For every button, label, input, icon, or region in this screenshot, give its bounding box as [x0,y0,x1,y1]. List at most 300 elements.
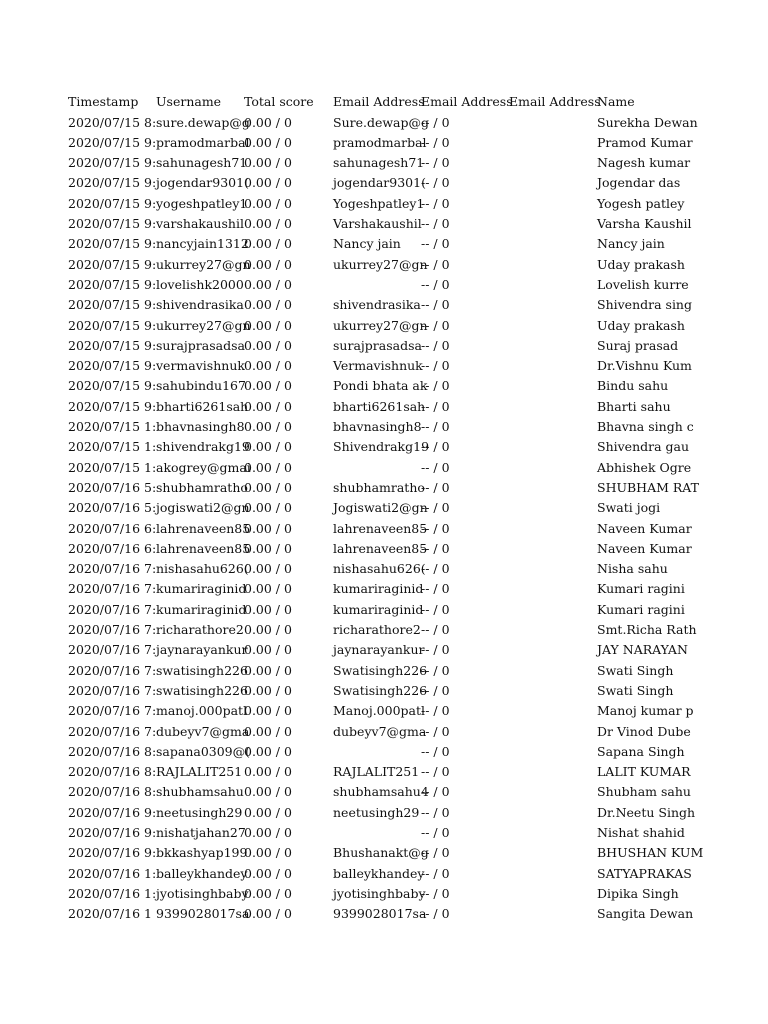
cell-total-score[interactable]: 0.00 / 0 [244,906,292,922]
cell-email-address-1[interactable]: jyotisinghbaby [333,885,426,901]
cell-email-address-2[interactable]: -- / 0 [421,642,450,658]
table-row [0,275,768,295]
cell-email-address-3[interactable] [509,722,597,742]
table-row [0,864,768,884]
cell-username[interactable]: akogrey@gmai [156,459,251,475]
cell-email-address-2[interactable]: -- / 0 [421,662,450,678]
cell-email-address-1[interactable]: bharti6261sah [333,398,426,414]
cell-username[interactable]: jogendar9301( [156,175,249,191]
cell-username[interactable]: yogeshpatley1 [156,195,248,211]
cell-total-score[interactable]: 0.00 / 0 [244,662,292,678]
cell-name[interactable]: Nancy jain [597,236,665,252]
header-username[interactable]: Username [156,94,222,109]
cell-email-address-2[interactable]: -- / 0 [421,398,450,414]
cell-email-address-3[interactable] [509,234,597,254]
cell-timestamp[interactable]: 2020/07/16 8: [68,784,157,800]
cell-username[interactable]: nancyjain1312 [156,236,249,252]
cell-total-score[interactable]: 0.00 / 0 [244,439,292,455]
cell-email-address-2[interactable]: -- / 0 [421,337,450,353]
cell-timestamp[interactable]: 2020/07/15 9: [68,358,157,374]
cell-timestamp[interactable]: 2020/07/16 7: [68,601,157,617]
cell-name[interactable]: Nagesh kumar [597,155,691,171]
table-row [0,762,768,782]
cell-email-address-2[interactable]: -- / 0 [421,236,450,252]
cell-email-address-3[interactable] [509,376,597,396]
cell-email-address-3[interactable] [509,640,597,660]
cell-username[interactable]: vermavishnuk [156,358,245,374]
cell-email-address-1[interactable]: bhavnasingh8 [333,419,422,434]
cell-total-score[interactable]: 0.00 / 0 [244,520,292,536]
cell-name[interactable]: Varsha Kaushil [597,216,692,231]
cell-timestamp[interactable]: 2020/07/15 9: [68,256,157,272]
table-row [0,376,768,396]
cell-total-score[interactable]: 0.00 / 0 [244,317,292,333]
cell-name[interactable]: Suraj prasad [597,337,679,353]
cell-email-address-1[interactable]: ukurrey27@gn [333,256,428,272]
cell-name[interactable]: JAY NARAYAN [597,642,688,658]
cell-total-score[interactable]: 0.00 / 0 [244,682,292,698]
cell-username[interactable]: jyotisinghbaby [156,885,249,901]
cell-timestamp[interactable]: 2020/07/16 9: [68,804,157,820]
cell-email-address-1[interactable]: Varshakaushil [333,216,422,231]
cell-email-address-2[interactable]: -- / 0 [421,520,450,536]
cell-email-address-1[interactable]: Pondi bhata ak [333,378,428,394]
cell-email-address-2[interactable]: -- / 0 [421,195,450,211]
cell-total-score[interactable]: 0.00 / 0 [244,378,292,394]
cell-email-address-2[interactable]: -- / 0 [421,865,450,881]
cell-name[interactable]: Naveen Kumar [597,520,692,536]
cell-name[interactable]: Jogendar das [597,175,681,191]
cell-email-address-2[interactable]: -- / 0 [421,256,450,272]
cell-name[interactable]: Swati Singh [597,682,674,698]
cell-email-address-3[interactable] [509,803,597,823]
cell-username[interactable]: sahubindu167 [156,378,246,394]
cell-name[interactable]: Surekha Dewan [597,114,698,130]
cell-email-address-1[interactable]: shivendrasika [333,297,421,313]
cell-timestamp[interactable]: 2020/07/16 7: [68,723,157,739]
cell-username[interactable]: bharti6261sah [156,398,249,414]
cell-email-address-1[interactable]: Swatisingh226 [333,682,428,698]
cell-email-address-1[interactable]: shubhamratho [333,479,425,495]
cell-total-score[interactable]: 0.00 / 0 [244,743,292,759]
cell-username[interactable]: jogiswati2@gn [156,500,250,516]
cell-email-address-2[interactable]: -- / 0 [421,825,450,840]
table-row [0,782,768,802]
cell-email-address-3[interactable] [509,539,597,559]
cell-email-address-3[interactable] [509,864,597,884]
cell-timestamp[interactable]: 2020/07/15 9: [68,378,157,394]
cell-email-address-1[interactable]: Vermavishnuk [333,358,423,374]
cell-email-address-3[interactable] [509,579,597,599]
cell-email-address-1[interactable]: nishasahu626( [333,561,426,577]
table-row [0,742,768,762]
cell-total-score[interactable]: 0.00 / 0 [244,155,292,171]
header-row [0,92,768,112]
cell-name[interactable]: Shivendra sing [597,297,692,313]
cell-email-address-2[interactable]: -- / 0 [421,723,450,739]
table-row [0,234,768,254]
cell-timestamp[interactable]: 2020/07/16 6: [68,520,157,536]
cell-timestamp[interactable]: 2020/07/16 1 [68,906,152,922]
cell-username[interactable]: swatisingh226 [156,662,248,678]
cell-email-address-1[interactable]: Bhushanakt@g [333,845,429,861]
cell-email-address-3[interactable] [509,133,597,153]
cell-username[interactable]: shubhamsahu [156,784,244,800]
cell-timestamp[interactable]: 2020/07/16 1: [68,865,157,881]
header-total-score[interactable]: Total score [244,94,314,109]
cell-email-address-1[interactable]: Manoj.000patl [333,703,426,719]
cell-email-address-3[interactable] [509,173,597,193]
cell-name[interactable]: Yogesh patley [597,195,685,211]
cell-username[interactable]: kumariraginid [156,581,247,597]
cell-email-address-1[interactable]: Sure.dewap@g [333,114,430,130]
cell-name[interactable]: Bhavna singh c [597,419,694,434]
cell-total-score[interactable]: 0.00 / 0 [244,114,292,130]
cell-email-address-2[interactable]: -- / 0 [421,297,450,313]
cell-email-address-3[interactable] [509,113,597,133]
cell-name[interactable]: Shivendra gau [597,439,690,455]
cell-email-address-2[interactable]: -- / 0 [421,317,450,333]
cell-email-address-2[interactable]: -- / 0 [421,479,450,495]
cell-email-address-3[interactable] [509,762,597,782]
cell-total-score[interactable]: 0.00 / 0 [244,297,292,313]
cell-email-address-3[interactable] [509,823,597,843]
cell-email-address-3[interactable] [509,356,597,376]
table-row [0,722,768,742]
cell-email-address-1[interactable] [333,823,421,843]
cell-email-address-1[interactable] [333,458,421,478]
cell-timestamp[interactable]: 2020/07/15 9: [68,398,157,414]
cell-username[interactable]: sapana0309@( [156,743,251,759]
cell-email-address-1[interactable]: Nancy jain [333,236,401,252]
cell-email-address-3[interactable] [509,295,597,315]
cell-username[interactable]: shubhamratho [156,479,248,495]
cell-timestamp[interactable]: 2020/07/15 9: [68,276,157,292]
table-row [0,255,768,275]
cell-total-score[interactable]: 0.00 / 0 [244,845,292,861]
cell-email-address-1[interactable]: pramodmarbal [333,134,427,150]
cell-email-address-2[interactable]: -- / 0 [421,784,450,800]
cell-total-score[interactable]: 0.00 / 0 [244,540,292,556]
cell-timestamp[interactable]: 2020/07/15 9: [68,337,157,353]
cell-total-score[interactable]: 0.00 / 0 [244,459,292,475]
cell-total-score[interactable]: 0.00 / 0 [244,175,292,191]
cell-total-score[interactable]: 0.00 / 0 [244,865,292,881]
cell-email-address-2[interactable]: -- / 0 [421,439,450,455]
cell-username[interactable]: sahunagesh71 [156,155,248,171]
cell-email-address-3[interactable] [509,620,597,640]
cell-total-score[interactable]: 0.00 / 0 [244,825,292,840]
cell-email-address-2[interactable]: -- / 0 [421,500,450,516]
cell-email-address-3[interactable] [509,884,597,904]
cell-timestamp[interactable]: 2020/07/16 7: [68,581,157,597]
cell-email-address-1[interactable]: kumariraginid [333,601,424,617]
cell-total-score[interactable]: 0.00 / 0 [244,256,292,272]
cell-email-address-2[interactable]: -- / 0 [421,743,450,759]
cell-email-address-3[interactable] [509,194,597,214]
cell-name[interactable]: Naveen Kumar [597,540,692,556]
table-row [0,437,768,457]
cell-name[interactable]: SATYAPRAKAS [597,865,692,881]
cell-timestamp[interactable]: 2020/07/15 9: [68,317,157,333]
cell-total-score[interactable]: 0.00 / 0 [244,885,292,901]
cell-email-address-2[interactable]: -- / 0 [421,216,450,231]
cell-email-address-3[interactable] [509,600,597,620]
cell-name[interactable]: Dr.Vishnu Kum [597,358,692,374]
cell-username[interactable]: surajprasadsa [156,337,245,353]
cell-total-score[interactable]: 0.00 / 0 [244,622,292,637]
cell-name[interactable]: Uday prakash [597,317,685,333]
cell-name[interactable]: Pramod Kumar [597,134,693,150]
cell-total-score[interactable]: 0.00 / 0 [244,642,292,658]
cell-name[interactable]: Kumari ragini [597,601,685,617]
cell-total-score[interactable]: 0.00 / 0 [244,581,292,597]
cell-email-address-1[interactable]: lahrenaveen85 [333,520,428,536]
cell-timestamp[interactable]: 2020/07/15 8: [68,114,157,130]
cell-total-score[interactable]: 0.00 / 0 [244,337,292,353]
cell-timestamp[interactable]: 2020/07/15 9: [68,134,157,150]
cell-name[interactable]: Lovelish kurre [597,276,689,292]
cell-email-address-3[interactable] [509,559,597,579]
cell-email-address-3[interactable] [509,782,597,802]
cell-email-address-1[interactable]: sahunagesh71 [333,155,425,171]
header-name[interactable]: Name [597,94,635,109]
cell-timestamp[interactable]: 2020/07/16 7: [68,561,157,577]
cell-username[interactable]: ukurrey27@gn [156,256,251,272]
cell-timestamp[interactable]: 2020/07/15 1: [68,419,157,434]
cell-name[interactable]: Nisha sahu [597,561,668,577]
cell-total-score[interactable]: 0.00 / 0 [244,358,292,374]
cell-name[interactable]: LALIT KUMAR [597,764,691,780]
cell-name[interactable]: Bindu sahu [597,378,669,394]
cell-username[interactable]: sure.dewap@g [156,114,250,130]
cell-email-address-2[interactable]: -- / 0 [421,276,450,292]
cell-email-address-2[interactable]: -- / 0 [421,540,450,556]
cell-email-address-2[interactable]: -- / 0 [421,622,450,637]
cell-username[interactable]: lovelishk2000 [156,276,244,292]
cell-email-address-1[interactable]: neetusingh29 [333,804,420,820]
cell-username[interactable]: bhavnasingh8 [156,419,245,434]
cell-email-address-3[interactable] [509,437,597,457]
cell-username[interactable]: nishatjahan27 [156,825,246,840]
cell-email-address-1[interactable]: dubeyv7@gma [333,723,427,739]
cell-email-address-3[interactable] [509,478,597,498]
cell-email-address-1[interactable]: 9399028017sa [333,906,427,922]
cell-email-address-3[interactable] [509,417,597,437]
cell-timestamp[interactable]: 2020/07/16 9: [68,825,157,840]
cell-timestamp[interactable]: 2020/07/15 9: [68,216,157,231]
cell-email-address-3[interactable] [509,316,597,336]
cell-timestamp[interactable]: 2020/07/16 9: [68,845,157,861]
cell-email-address-2[interactable]: -- / 0 [421,114,450,130]
cell-total-score[interactable]: 0.00 / 0 [244,398,292,414]
cell-email-address-2[interactable]: -- / 0 [421,703,450,719]
cell-email-address-2[interactable]: -- / 0 [421,601,450,617]
cell-username[interactable]: bkkashyap199 [156,845,248,861]
cell-timestamp[interactable]: 2020/07/15 9: [68,195,157,211]
cell-email-address-2[interactable]: -- / 0 [421,155,450,171]
cell-email-address-2[interactable]: -- / 0 [421,419,450,434]
cell-email-address-3[interactable] [509,742,597,762]
cell-timestamp[interactable]: 2020/07/16 6: [68,540,157,556]
cell-email-address-1[interactable]: RAJLALIT251 [333,764,420,780]
cell-email-address-3[interactable] [509,397,597,417]
cell-username[interactable]: pramodmarbal [156,134,250,150]
cell-timestamp[interactable]: 2020/07/16 7: [68,703,157,719]
cell-email-address-1[interactable]: Swatisingh226 [333,662,428,678]
cell-total-score[interactable]: 0.00 / 0 [244,419,292,434]
cell-timestamp[interactable]: 2020/07/15 1: [68,459,157,475]
cell-total-score[interactable]: 0.00 / 0 [244,236,292,252]
cell-email-address-1[interactable]: Yogeshpatley1 [333,195,425,211]
cell-timestamp[interactable]: 2020/07/15 9: [68,175,157,191]
cell-email-address-1[interactable]: lahrenaveen85 [333,540,428,556]
cell-email-address-3[interactable] [509,498,597,518]
cell-name[interactable]: BHUSHAN KUM [597,845,704,861]
cell-email-address-3[interactable] [509,661,597,681]
cell-username[interactable]: nishasahu626( [156,561,249,577]
cell-email-address-2[interactable]: -- / 0 [421,459,450,475]
cell-email-address-1[interactable]: Jogiswati2@gn [333,500,428,516]
cell-name[interactable]: Abhishek Ogre [597,459,692,475]
cell-timestamp[interactable]: 2020/07/16 7: [68,682,157,698]
cell-email-address-2[interactable]: -- / 0 [421,845,450,861]
cell-email-address-3[interactable] [509,336,597,356]
cell-email-address-3[interactable] [509,458,597,478]
cell-email-address-1[interactable] [333,742,421,762]
cell-name[interactable]: Swati jogi [597,500,661,516]
cell-timestamp[interactable]: 2020/07/15 1: [68,439,157,455]
cell-timestamp[interactable]: 2020/07/16 5: [68,479,157,495]
cell-username[interactable]: shivendrasika [156,297,244,313]
cell-name[interactable]: Nishat shahid [597,825,685,840]
cell-username[interactable]: dubeyv7@gma [156,723,250,739]
cell-email-address-2[interactable]: -- / 0 [421,134,450,150]
cell-timestamp[interactable]: 2020/07/16 7: [68,642,157,658]
cell-email-address-2[interactable]: -- / 0 [421,906,450,922]
cell-total-score[interactable]: 0.00 / 0 [244,195,292,211]
cell-total-score[interactable]: 0.00 / 0 [244,276,292,292]
cell-email-address-3[interactable] [509,701,597,721]
cell-timestamp[interactable]: 2020/07/16 7: [68,662,157,678]
cell-name[interactable]: Shubham sahu [597,784,691,800]
cell-timestamp[interactable]: 2020/07/16 1: [68,885,157,901]
header-email-address-3[interactable]: Email Address [509,94,601,109]
cell-email-address-3[interactable] [509,255,597,275]
cell-name[interactable]: Bharti sahu [597,398,671,414]
cell-email-address-3[interactable] [509,843,597,863]
cell-email-address-2[interactable]: -- / 0 [421,378,450,394]
cell-email-address-2[interactable]: -- / 0 [421,764,450,780]
cell-email-address-3[interactable] [509,904,597,924]
cell-total-score[interactable]: 0.00 / 0 [244,134,292,150]
cell-email-address-1[interactable]: kumariraginid [333,581,424,597]
cell-name[interactable]: Smt.Richa Rath [597,622,697,637]
cell-username[interactable]: lahrenaveen85 [156,540,251,556]
cell-username[interactable]: varshakaushil [156,216,244,231]
cell-name[interactable]: Swati Singh [597,662,674,678]
cell-email-address-1[interactable]: balleykhandey [333,865,425,881]
cell-total-score[interactable]: 0.00 / 0 [244,764,292,780]
cell-email-address-2[interactable]: -- / 0 [421,175,450,191]
cell-total-score[interactable]: 0.00 / 0 [244,500,292,516]
cell-name[interactable]: Kumari ragini [597,581,685,597]
cell-timestamp[interactable]: 2020/07/16 5: [68,500,157,516]
cell-username[interactable]: ukurrey27@gn [156,317,251,333]
cell-timestamp[interactable]: 2020/07/16 7: [68,622,157,637]
cell-name[interactable]: Dipika Singh [597,885,679,901]
cell-email-address-1[interactable] [333,275,421,295]
cell-timestamp[interactable]: 2020/07/16 8: [68,743,157,759]
cell-email-address-2[interactable]: -- / 0 [421,358,450,374]
cell-timestamp[interactable]: 2020/07/15 9: [68,236,157,252]
cell-email-address-1[interactable]: jaynarayankur [333,642,425,658]
cell-name[interactable]: Manoj kumar p [597,703,694,719]
cell-total-score[interactable]: 0.00 / 0 [244,703,292,719]
cell-username[interactable]: 9399028017sa [156,906,250,922]
header-timestamp[interactable]: Timestamp [68,94,139,109]
cell-email-address-3[interactable] [509,519,597,539]
cell-email-address-2[interactable]: -- / 0 [421,581,450,597]
header-email-address-2[interactable]: Email Address [421,94,513,109]
cell-total-score[interactable]: 0.00 / 0 [244,561,292,577]
cell-email-address-1[interactable]: Shivendrakg19 [333,439,430,455]
cell-email-address-2[interactable]: -- / 0 [421,804,450,820]
cell-username[interactable]: richarathore2 [156,622,244,637]
cell-email-address-1[interactable]: shubhamsahu4 [333,784,429,800]
cell-total-score[interactable]: 0.00 / 0 [244,479,292,495]
header-email-address-1[interactable]: Email Address [333,94,425,109]
cell-email-address-1[interactable]: jogendar9301( [333,175,426,191]
cell-username[interactable]: kumariraginid [156,601,247,617]
cell-email-address-3[interactable] [509,153,597,173]
cell-email-address-3[interactable] [509,214,597,234]
cell-name[interactable]: Uday prakash [597,256,685,272]
cell-username[interactable]: lahrenaveen85 [156,520,251,536]
cell-username[interactable]: neetusingh29 [156,804,243,820]
cell-name[interactable]: Dr Vinod Dube [597,723,691,739]
cell-email-address-1[interactable]: richarathore2 [333,622,421,637]
cell-email-address-3[interactable] [509,681,597,701]
cell-email-address-2[interactable]: -- / 0 [421,885,450,901]
cell-total-score[interactable]: 0.00 / 0 [244,601,292,617]
cell-total-score[interactable]: 0.00 / 0 [244,723,292,739]
cell-timestamp[interactable]: 2020/07/16 8: [68,764,157,780]
cell-email-address-2[interactable]: -- / 0 [421,561,450,577]
table-row [0,904,768,924]
cell-username[interactable]: RAJLALIT251 [156,764,243,780]
cell-username[interactable]: shivendrakg19 [156,439,250,455]
cell-username[interactable]: manoj.000patl [156,703,248,719]
cell-name[interactable]: Sapana Singh [597,743,685,759]
cell-username[interactable]: jaynarayankur [156,642,248,658]
cell-username[interactable]: balleykhandey [156,865,248,881]
table-row [0,458,768,478]
cell-email-address-2[interactable]: -- / 0 [421,682,450,698]
cell-total-score[interactable]: 0.00 / 0 [244,784,292,800]
cell-total-score[interactable]: 0.00 / 0 [244,804,292,820]
cell-timestamp[interactable]: 2020/07/15 9: [68,297,157,313]
cell-name[interactable]: SHUBHAM RAT [597,479,699,495]
cell-email-address-3[interactable] [509,275,597,295]
cell-total-score[interactable]: 0.00 / 0 [244,216,292,231]
cell-email-address-1[interactable]: ukurrey27@gn [333,317,428,333]
cell-email-address-1[interactable]: surajprasadsa [333,337,422,353]
cell-username[interactable]: swatisingh226 [156,682,248,698]
cell-timestamp[interactable]: 2020/07/15 9: [68,155,157,171]
cell-name[interactable]: Dr.Neetu Singh [597,804,696,820]
cell-name[interactable]: Sangita Dewan [597,906,694,922]
